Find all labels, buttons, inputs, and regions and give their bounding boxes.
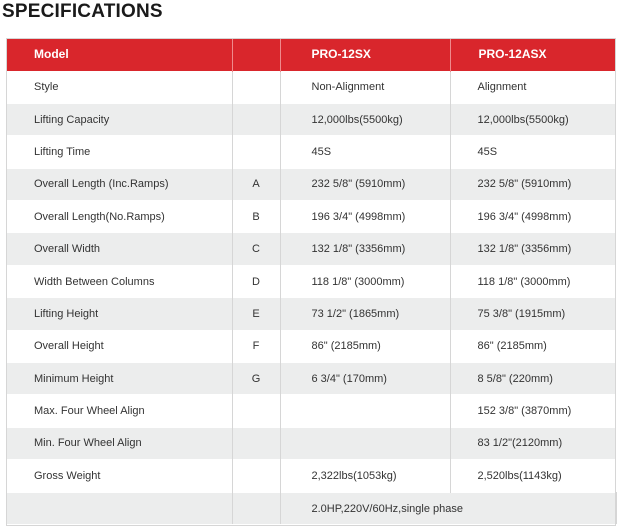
header-model: Model: [6, 38, 232, 71]
specifications-table: [6, 38, 616, 524]
row-value-pro-12asx: 12,000lbs(5500kg): [450, 103, 616, 135]
row-label: Lifting Height: [6, 298, 232, 330]
table-row: [6, 298, 616, 330]
row-value-pro-12sx: 45S: [280, 136, 450, 168]
row-code: [232, 136, 280, 168]
row-value-pro-12sx: 73 1/2" (1865mm): [280, 298, 450, 330]
table-row: [6, 71, 616, 103]
table-row: [6, 103, 616, 135]
row-value-pro-12asx: 118 1/8" (3000mm): [450, 265, 616, 297]
header-code: [232, 38, 280, 71]
row-value-pro-12asx: 2,520lbs(1143kg): [450, 460, 616, 492]
row-value-motor: 2.0HP,220V/60Hz,single phase: [280, 492, 616, 524]
table-row: [6, 330, 616, 362]
row-label: Gross Weight: [6, 460, 232, 492]
row-code: [232, 427, 280, 459]
row-label: Minimum Height: [6, 363, 232, 395]
row-value-pro-12sx: 118 1/8" (3000mm): [280, 265, 450, 297]
row-label: Overall Width: [6, 233, 232, 265]
table-row: [6, 427, 616, 459]
spec-table-grid: [6, 38, 617, 524]
row-value-pro-12sx: 132 1/8" (3356mm): [280, 233, 450, 265]
row-value-pro-12asx: 132 1/8" (3356mm): [450, 233, 616, 265]
table-header-row: [6, 38, 616, 71]
row-value-pro-12asx: Alignment: [450, 71, 616, 103]
table-row: [6, 168, 616, 200]
table-row: [6, 265, 616, 297]
row-code: [232, 395, 280, 427]
row-value-pro-12sx: Non-Alignment: [280, 71, 450, 103]
row-label: Overall Height: [6, 330, 232, 362]
table-row-motor: [6, 492, 616, 524]
row-label: Overall Length(No.Ramps): [6, 201, 232, 233]
row-value-pro-12sx: [280, 427, 450, 459]
table-row: [6, 363, 616, 395]
row-code: [232, 460, 280, 492]
row-code: E: [232, 298, 280, 330]
row-label: Width Between Columns: [6, 265, 232, 297]
table-row: [6, 395, 616, 427]
header-pro-12asx: PRO-12ASX: [478, 47, 547, 62]
table-row: [6, 136, 616, 168]
row-value-pro-12asx: 196 3/4" (4998mm): [450, 201, 616, 233]
row-label: Lifting Time: [6, 136, 232, 168]
row-code: [232, 71, 280, 103]
row-value-pro-12asx: 83 1/2"(2120mm): [450, 427, 616, 459]
table-row: [6, 201, 616, 233]
row-code: F: [232, 330, 280, 362]
header-pro-12sx: PRO-12SX: [280, 38, 450, 71]
row-code: B: [232, 201, 280, 233]
row-label: Overall Length (Inc.Ramps): [6, 168, 232, 200]
row-code: C: [232, 233, 280, 265]
row-code: D: [232, 265, 280, 297]
row-code: [232, 103, 280, 135]
row-value-pro-12asx: 8 5/8" (220mm): [450, 363, 616, 395]
row-value-pro-12sx: [280, 395, 450, 427]
row-value-pro-12asx: 86" (2185mm): [450, 330, 616, 362]
row-value-pro-12sx: 2,322lbs(1053kg): [280, 460, 450, 492]
table-row: [6, 460, 616, 492]
row-label: Max. Four Wheel Align: [6, 395, 232, 427]
row-label: Style: [6, 71, 232, 103]
row-value-pro-12sx: 6 3/4" (170mm): [280, 363, 450, 395]
row-value-pro-12asx: 152 3/8" (3870mm): [450, 395, 616, 427]
row-label: Lifting Capacity: [6, 103, 232, 135]
row-label: Min. Four Wheel Align: [6, 427, 232, 459]
row-value-pro-12sx: 196 3/4" (4998mm): [280, 201, 450, 233]
table-row: [6, 233, 616, 265]
row-value-pro-12sx: 12,000lbs(5500kg): [280, 103, 450, 135]
row-label: [6, 492, 232, 524]
row-value-pro-12sx: 86" (2185mm): [280, 330, 450, 362]
row-value-pro-12asx: 45S: [450, 136, 616, 168]
row-value-pro-12asx: 232 5/8" (5910mm): [450, 168, 616, 200]
row-value-pro-12asx: 75 3/8" (1915mm): [450, 298, 616, 330]
row-value-pro-12sx: 232 5/8" (5910mm): [280, 168, 450, 200]
page-title: SPECIFICATIONS: [2, 1, 163, 22]
row-code: G: [232, 363, 280, 395]
row-code: [232, 492, 280, 524]
row-code: A: [232, 168, 280, 200]
